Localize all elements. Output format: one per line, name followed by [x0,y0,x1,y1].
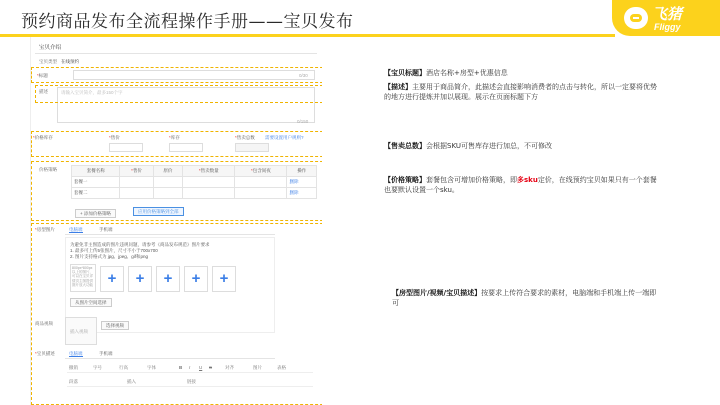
price-stock-label: 价格库存 [34,135,53,140]
note-price-body-2: 定价，在线预约宝贝如果只有一个套餐也要默认设置一个sku。 [384,176,657,194]
tool-font[interactable]: 字体 [147,365,156,370]
tool-bold[interactable]: B [179,365,183,370]
delete-link[interactable]: 删除 [287,177,317,188]
upload-from-space-button[interactable]: 从图片空间选择 [70,298,112,307]
tool-align[interactable]: 对齐 [225,365,234,370]
video-placeholder: 插入视频 [70,329,88,334]
publish-form-screenshot: 宝贝介绍 宝贝类型 在线预约 *标题 0/30 描述 请输入宝贝简介，最多150个字 0/150 *价格库存 *售价 *库存 *售卖总数 需要设置用户规则? 价格策略 套餐名称 *售价 原价 *售卖数量 *包含间夜 操作 套餐一 删除 套餐二 删除 + 添加价格策略 应用价格策略到全部 *房型图片 电脑端 手机端 为避免非主图造成的图片违规问题，请参考《商品发布规范》图片要求 1. 最多可上传5张图片，尺寸不小于700x700 2. 图片支持格式为 jpg、jpeg、gif和png 800px*800px以上的图片，可以在宝贝详情页主图提供图片放大功能 + + + + + 从图片空间选择 商品视频 插入视频 选择视频 *宝贝描述 电脑端 手机端 撤销 字号 行高 字体 B I U S 对齐 图片 表格 段落 插入 链接 [30,37,322,405]
desc-label: 描述 [39,89,48,94]
cell-package-name: 套餐一 [72,177,120,188]
fliggy-logo [612,0,720,36]
note-price-red: 多sku [517,176,538,184]
highlight-title [31,67,322,83]
image-hint-1: 为避免非主图造成的图片违规问题，请参考《商品发布规范》图片要求 [70,242,210,247]
note-title-head: 【宝贝标题】 [384,69,426,77]
price-strategy-label: 价格策略 [39,167,57,172]
note-media-head: 【房型图片/视频/宝贝描述】 [392,289,482,297]
title-counter: 0/30 [299,73,308,78]
col-action: 操作 [287,166,317,177]
tool-paragraph[interactable]: 段落 [69,379,78,384]
col-sale-qty: *售卖数量 [183,166,235,177]
tool-link[interactable]: 链接 [187,379,196,384]
desc-counter: 0/150 [297,119,309,124]
sale-total-label: 售卖总数 [236,135,255,140]
col-name: 套餐名称 [72,166,120,177]
detail-tab-pc[interactable]: 电脑端 [69,351,83,356]
cell-package-name: 套餐二 [72,188,120,199]
col-nights: *包含间夜 [235,166,287,177]
image-hint-3: 2. 图片支持格式为 jpg、jpeg、gif和png [70,254,149,259]
note-sale-head: 【售卖总数】 [384,142,426,150]
note-desc-head: 【描述】 [384,83,412,91]
total-stock-label: 库存 [170,135,180,140]
note-sale [384,142,664,152]
title-label: 标题 [38,73,48,78]
type-label: 宝贝类型 [39,59,57,64]
pig-icon [624,7,648,29]
note-desc [384,83,662,102]
tool-underline[interactable]: U [199,365,203,370]
apply-strategy-button[interactable]: 应用价格策略到全部 [133,207,184,216]
image-hint-2: 1. 最多可上传5张图片，尺寸不小于700x700 [70,248,158,253]
tool-strike[interactable]: S [209,365,213,370]
note-sale-body: 会根据SKU可售库存进行加总，不可修改 [426,142,552,150]
rule-link[interactable]: 需要设置用户规则? [265,135,304,140]
tool-image[interactable]: 图片 [253,365,262,370]
logo-brand-en: Fliggy [654,22,681,32]
col-price: *售价 [120,166,153,177]
price-label: 售价 [110,135,120,140]
detail-tab-mobile[interactable]: 手机端 [99,351,113,356]
note-price [384,176,660,195]
note-desc-body: 主要用于商品简介，此描述会直接影响消费者的点击与转化，所以一定要将优势的地方进行提炼并加以展现。展示在页面标题下方 [384,83,657,101]
tool-italic[interactable]: I [189,365,191,370]
detail-label: 宝贝描述 [36,351,55,356]
tool-fontsize[interactable]: 字号 [93,365,102,370]
first-image-hint: 800px*800px以上的图片，可以在宝贝详情页主图提供图片放大功能 [72,266,93,287]
select-video-button[interactable]: 选择视频 [101,321,129,330]
note-price-body-1: 套餐包含可增加价格策略，即 [426,176,517,184]
highlight-media [31,223,322,405]
type-value: 在线预约 [61,59,79,64]
delete-link[interactable]: 删除 [287,188,317,199]
note-title [384,69,664,79]
highlight-price-strategy [31,161,322,221]
tool-insert[interactable]: 插入 [127,379,136,384]
tab-mobile[interactable]: 手机端 [99,227,113,232]
note-media [392,289,662,308]
col-orig-price: 原价 [153,166,182,177]
tool-table[interactable]: 表格 [277,365,286,370]
tool-undo[interactable]: 撤销 [69,365,78,370]
section-title: 宝贝介绍 [39,45,62,51]
note-title-body: 酒店名称+房型+优惠信息 [426,69,508,77]
highlight-desc [35,85,322,103]
note-price-head: 【价格策略】 [384,176,426,184]
logo-brand-cn: 飞猪 [652,5,683,23]
desc-placeholder: 请输入宝贝简介，最多150个字 [61,90,123,95]
section-tab [35,43,317,54]
tool-lineheight[interactable]: 行高 [119,365,128,370]
tab-pc[interactable]: 电脑端 [69,227,83,232]
highlight-price-stock [31,131,322,157]
video-label: 商品视频 [35,321,53,326]
main-image-label: 房型图片 [36,227,55,232]
note-media-body: 按要求上传符合要求的素材，电脑端和手机端上传一端即可 [392,289,657,307]
add-strategy-button[interactable]: + 添加价格策略 [75,209,116,218]
slide-title: 预约商品发布全流程操作手册——宝贝发布 [21,12,354,32]
